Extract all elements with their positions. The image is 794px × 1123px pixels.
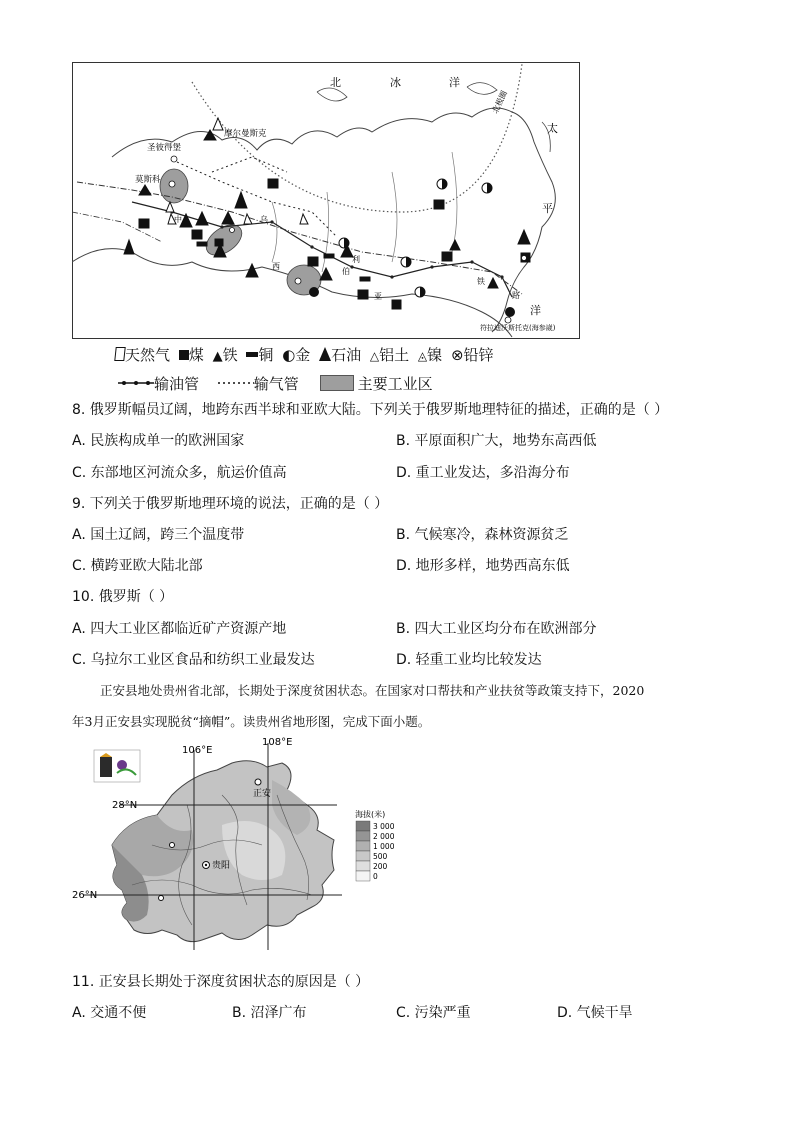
passage-line-1: 正安县地处贵州省北部，长期处于深度贫困状态。在国家对口帮扶和产业扶贫等政策支持下，2020: [100, 683, 645, 698]
arctic-char-1: 北: [330, 76, 341, 89]
arctic-char-3: 洋: [449, 76, 460, 89]
copper-icon: [246, 352, 258, 357]
legend-iron: ▲铁: [212, 346, 238, 364]
legend-natural-gas: 天然气: [115, 344, 170, 365]
legend-industrial-zone: 主要工业区: [320, 373, 433, 394]
legend-coal: 煤: [179, 344, 204, 365]
q9-option-a: A. 国土辽阔，跨三个温度带: [72, 527, 245, 543]
legend-bauxite: △铝土: [369, 346, 410, 364]
guizhou-logo: [94, 750, 140, 782]
gold-icon: ◐: [282, 346, 296, 364]
map-char-7: 铁: [477, 277, 485, 286]
pacific-char-3: 洋: [530, 304, 541, 317]
legend-oil: 石油: [319, 344, 361, 365]
lat-28-label: 28°N: [112, 800, 138, 811]
elev-200: 200: [373, 862, 388, 871]
q9-option-d: D. 地形多样，地势西高东低: [396, 558, 570, 574]
map-char-3: 西: [272, 262, 280, 271]
legend-gold: ◐金: [282, 346, 311, 364]
map-legend-row2: [118, 373, 437, 394]
natural-gas-icon: [114, 347, 125, 361]
map-legend-row1: [115, 344, 498, 365]
legend-lead-zinc: ⊗铅锌: [450, 346, 494, 364]
q8-option-d: D. 重工业发达，多沿海分布: [396, 465, 570, 481]
lat-26-label: 26°N: [72, 890, 98, 901]
elevation-legend-title: 海拔(米): [355, 810, 386, 819]
nickel-icon: ◬: [417, 349, 428, 363]
guizhou-map: [72, 735, 417, 960]
elevation-legend: [356, 821, 370, 881]
legend-nickel: ◬镍: [417, 346, 443, 364]
map-char-8: 路: [512, 291, 520, 300]
q10-option-b: B. 四大工业区均分布在欧洲部分: [396, 621, 597, 637]
st-petersburg-label: 圣彼得堡: [147, 143, 182, 153]
oil-pipeline-icon: [118, 378, 154, 388]
q9-stem: 9. 下列关于俄罗斯地理环境的说法，正确的是（ ）: [72, 496, 389, 512]
passage-line-2: 年3月正安县实现脱贫“摘帽”。读贵州省地形图，完成下面小题。: [72, 714, 431, 729]
map-char-4: 伯: [342, 267, 350, 276]
q11-option-a: A. 交通不便: [72, 1005, 147, 1021]
vladivostok-label: 符拉迪沃斯托克(海参崴): [480, 324, 556, 332]
legend-copper: 铜: [246, 344, 273, 365]
map-char-6: 亚: [374, 292, 382, 301]
russia-map: [72, 62, 580, 339]
q11-option-b: B. 沼泽广布: [232, 1005, 307, 1021]
iron-icon: ▲: [212, 349, 223, 364]
map-char-2: 乌: [260, 215, 268, 224]
q11-option-d: D. 气候干旱: [557, 1005, 633, 1021]
q8-option-c: C. 东部地区河流众多，航运价值高: [72, 465, 287, 481]
elev-3000: 3 000: [373, 822, 395, 831]
elev-1000: 1 000: [373, 842, 395, 851]
pacific-char-2: 平: [542, 202, 553, 215]
q9-option-c: C. 横跨亚欧大陆北部: [72, 558, 203, 574]
russia-map-svg: [72, 62, 580, 339]
guizhou-map-svg: [72, 735, 417, 960]
lon-106-label: 106°E: [182, 745, 213, 756]
murmansk-label: 摩尔曼斯克: [224, 129, 267, 139]
q10-stem: 10. 俄罗斯（ ）: [72, 589, 174, 605]
arctic-char-2: 冰: [390, 76, 401, 89]
q10-option-a: A. 四大工业区都临近矿产资源产地: [72, 621, 287, 637]
q9-option-b: B. 气候寒冷，森林资源贫乏: [396, 527, 569, 543]
elev-500: 500: [373, 852, 388, 861]
map-char-1: 中: [174, 215, 182, 224]
pacific-char-1: 太: [547, 122, 558, 135]
q8-stem: 8. 俄罗斯幅员辽阔，地跨东西半球和亚欧大陆。下列关于俄罗斯地理特征的描述，正确的是（ ）: [72, 402, 669, 418]
legend-oil-pipeline: 输油管: [118, 373, 199, 394]
zhengan-marker: [255, 779, 261, 785]
coal-icon: [179, 350, 189, 360]
q11-stem: 11. 正安县长期处于深度贫困状态的原因是（ ）: [72, 974, 370, 990]
q11-option-c: C. 污染严重: [396, 1005, 471, 1021]
gas-pipeline-icon: [218, 378, 254, 388]
arctic-circle-label: 北极圈: [490, 89, 509, 115]
bauxite-icon: △: [369, 349, 380, 363]
legend-gas-pipeline: 输气管: [218, 373, 299, 394]
q10-option-d: D. 轻重工业均比较发达: [396, 652, 542, 668]
lead-zinc-icon: ⊗: [450, 346, 464, 364]
moscow-label: 莫斯科: [135, 175, 161, 185]
map-char-5: 利: [352, 255, 360, 264]
q8-option-b: B. 平原面积广大，地势东高西低: [396, 433, 597, 449]
q10-option-c: C. 乌拉尔工业区食品和纺织工业最发达: [72, 652, 315, 668]
industrial-zone-icon: [320, 375, 354, 391]
zhengan-label: 正安: [253, 789, 272, 799]
oil-icon: [319, 347, 331, 361]
guiyang-label: 贵阳: [212, 861, 231, 871]
lon-108-label: 108°E: [262, 737, 293, 748]
q8-option-a: A. 民族构成单一的欧洲国家: [72, 433, 245, 449]
elev-2000: 2 000: [373, 832, 395, 841]
elev-0: 0: [373, 872, 378, 881]
